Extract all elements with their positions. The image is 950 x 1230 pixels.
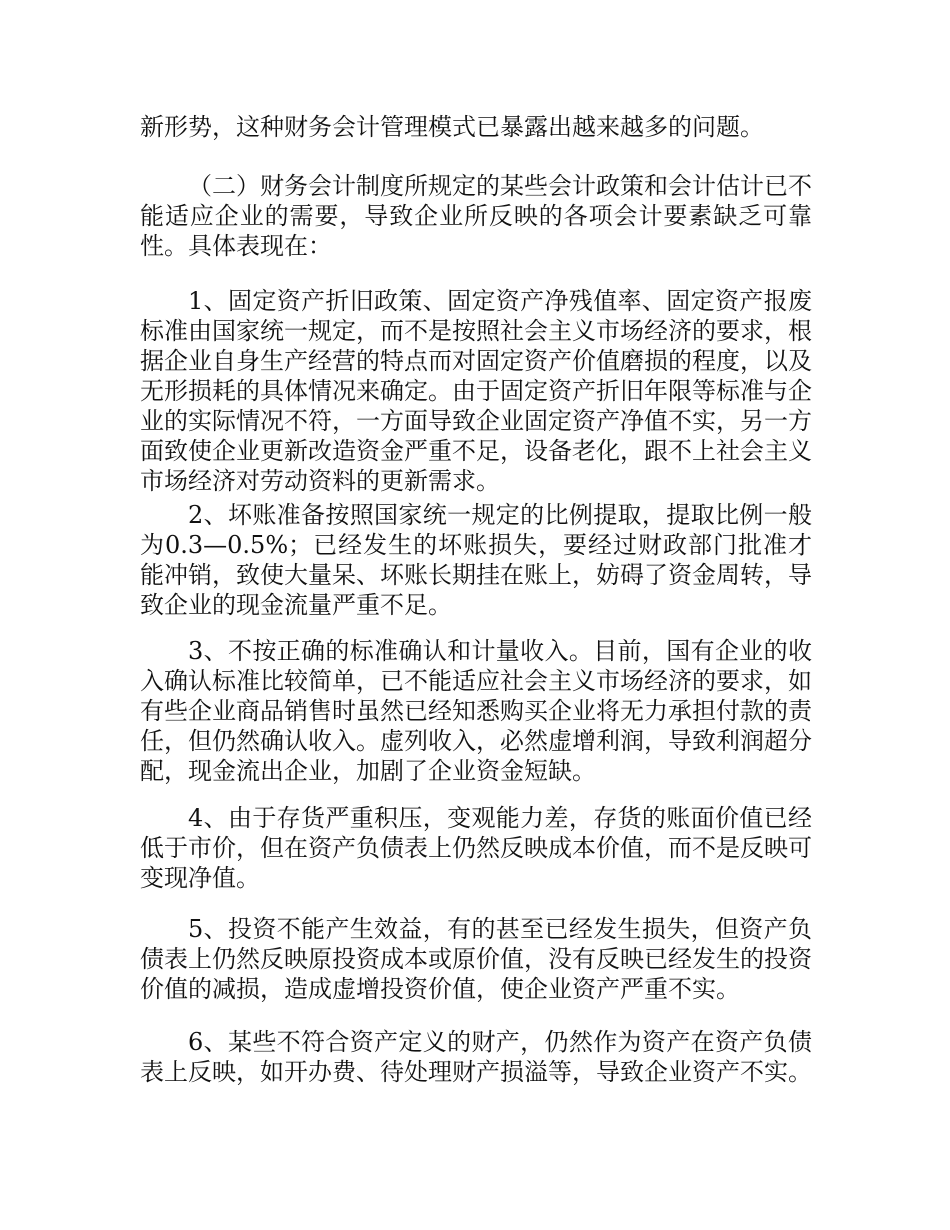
paragraph-item-6: 6、某些不符合资产定义的财产，仍然作为资产在资产负债表上反映，如开办费、待处理财产损溢等，导致企业资产不实。 bbox=[140, 1028, 812, 1086]
paragraph-item-5: 5、投资不能产生效益，有的甚至已经发生损失，但资产负债表上仍然反映原投资成本或原价值，没有反映已经发生的投资价值的减损，造成虚增投资价值，使企业资产严重不实。 bbox=[140, 915, 812, 1003]
paragraph-section-2-intro: （二）财务会计制度所规定的某些会计政策和会计估计已不能适应企业的需要，导致企业所反映的各项会计要素缺乏可靠性。具体表现在： bbox=[140, 172, 812, 260]
paragraph-item-1: 1、固定资产折旧政策、固定资产净残值率、固定资产报废标准由国家统一规定，而不是按照社会主义市场经济的要求，根据企业自身生产经营的特点而对固定资产价值磨损的程度，以及无形损耗的具体情况来确定。由于固定资产折旧年限等标准与企业的实际情况不符，一方面导致企业固定资产净值不实，另一方面致使企业更新改造资金严重不足，设备老化，跟不上社会主义市场经济对劳动资料的更新需求。 bbox=[140, 287, 812, 495]
paragraph-item-4: 4、由于存货严重积压，变观能力差，存货的账面价值已经低于市价，但在资产负债表上仍然反映成本价值，而不是反映可变现净值。 bbox=[140, 804, 812, 892]
paragraph-item-2: 2、坏账准备按照国家统一规定的比例提取，提取比例一般为0.3—0.5%；已经发生的坏账损失，要经过财政部门批准才能冲销，致使大量呆、坏账长期挂在账上，妨碍了资金周转，导致企业的现金流量严重不足。 bbox=[140, 501, 812, 619]
paragraph-item-3: 3、不按正确的标准确认和计量收入。目前，国有企业的收入确认标准比较简单，已不能适应社会主义市场经济的要求，如有些企业商品销售时虽然已经知悉购买企业将无力承担付款的责任，但仍然确认收入。虚列收入，必然虚增利润，导致利润超分配，现金流出企业，加剧了企业资金短缺。 bbox=[140, 637, 812, 785]
paragraph-continuation: 新形势，这种财务会计管理模式已暴露出越来越多的问题。 bbox=[140, 113, 764, 141]
